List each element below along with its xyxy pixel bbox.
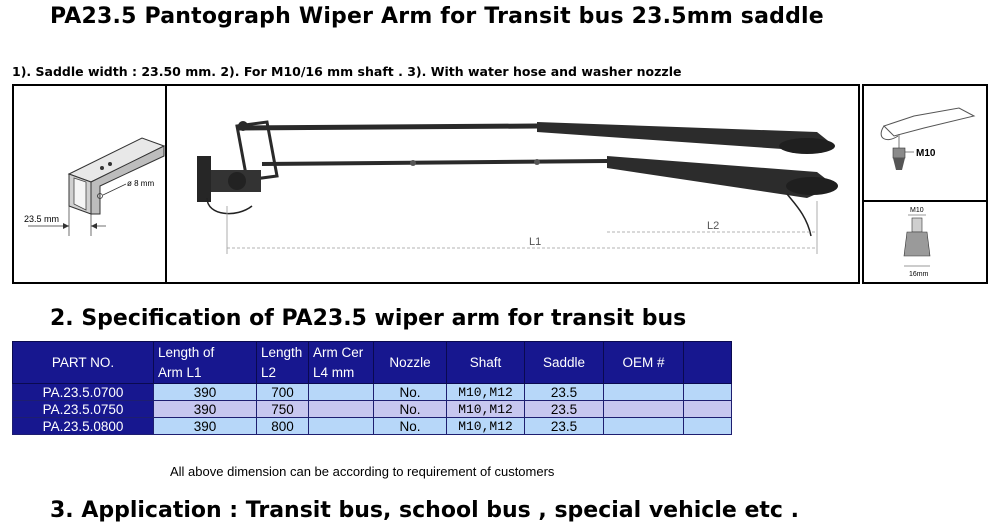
cell-oem: [604, 401, 684, 418]
shaft-thread-label: M10: [910, 207, 924, 214]
cell-part-no: PA.23.5.0700: [13, 384, 154, 401]
cell-l2: 700: [257, 384, 309, 401]
header-length-l1-line2: Arm L1: [158, 364, 202, 380]
l2-dimension-label: L2: [707, 220, 720, 232]
header-length-l2: [257, 342, 309, 384]
cell-l2: 800: [257, 418, 309, 435]
cell-saddle: 23.5: [525, 384, 604, 401]
shaft-size-label: M10: [916, 148, 936, 159]
cell-l1: 390: [154, 418, 257, 435]
table-row: [13, 384, 732, 401]
table-row: [13, 418, 732, 435]
table-row: [13, 401, 732, 418]
cell-l1: 390: [154, 401, 257, 418]
cell-saddle: 23.5: [525, 401, 604, 418]
header-length-l2-line2: L2: [261, 364, 277, 380]
header-extra: [684, 342, 732, 384]
cell-extra: [684, 384, 732, 401]
shaft-detail: [862, 84, 988, 284]
l1-dimension-label: L1: [529, 236, 542, 248]
cell-oem: [604, 384, 684, 401]
cell-part-no: PA.23.5.0800: [13, 418, 154, 435]
header-length-l1-line1: Length of: [158, 344, 215, 360]
spec-heading: 2. Specification of PA23.5 wiper arm for transit bus: [50, 306, 687, 331]
hole-diameter-label: ø 8 mm: [127, 179, 155, 188]
cell-shaft: M10,M12: [447, 418, 525, 435]
detail-divider: [864, 200, 986, 202]
feature-list: 1). Saddle width : 23.50 mm. 2). For M10/16 mm shaft . 3). With water hose and washer nozzle: [12, 64, 682, 79]
cell-oem: [604, 418, 684, 435]
cell-nozzle: No.: [374, 401, 447, 418]
shaft-base-label: 16mm: [909, 271, 929, 278]
cell-shaft: M10,M12: [447, 384, 525, 401]
cell-l4: [309, 418, 374, 435]
cell-nozzle: No.: [374, 418, 447, 435]
header-oem: OEM #: [604, 342, 684, 384]
customization-note: All above dimension can be according to requirement of customers: [170, 464, 555, 479]
cell-extra: [684, 418, 732, 435]
header-nozzle: Nozzle: [374, 342, 447, 384]
wiper-arm-drawing: [167, 86, 860, 282]
header-shaft: Shaft: [447, 342, 525, 384]
header-arm-center-line1: Arm Cer: [313, 344, 364, 360]
saddle-drawing: [14, 86, 167, 282]
product-figure: [12, 84, 860, 284]
header-arm-center-line2: L4 mm: [313, 364, 355, 380]
header-part-no: PART NO.: [13, 342, 154, 384]
header-saddle: Saddle: [525, 342, 604, 384]
cell-shaft: M10,M12: [447, 401, 525, 418]
saddle-width-label: 23.5 mm: [24, 214, 60, 224]
cell-l1: 390: [154, 384, 257, 401]
page-title: PA23.5 Pantograph Wiper Arm for Transit bus 23.5mm saddle: [50, 4, 824, 29]
header-length-l2-line1: Length: [261, 344, 303, 360]
cell-l4: [309, 384, 374, 401]
header-length-l1: [154, 342, 257, 384]
cell-extra: [684, 401, 732, 418]
application-heading: 3. Application : Transit bus, school bus , special vehicle etc .: [50, 498, 799, 523]
spec-header-row: [13, 342, 732, 384]
cell-saddle: 23.5: [525, 418, 604, 435]
cell-l4: [309, 401, 374, 418]
cell-l2: 750: [257, 401, 309, 418]
header-arm-center: [309, 342, 374, 384]
cell-part-no: PA.23.5.0750: [13, 401, 154, 418]
spec-table: [12, 341, 732, 435]
cell-nozzle: No.: [374, 384, 447, 401]
